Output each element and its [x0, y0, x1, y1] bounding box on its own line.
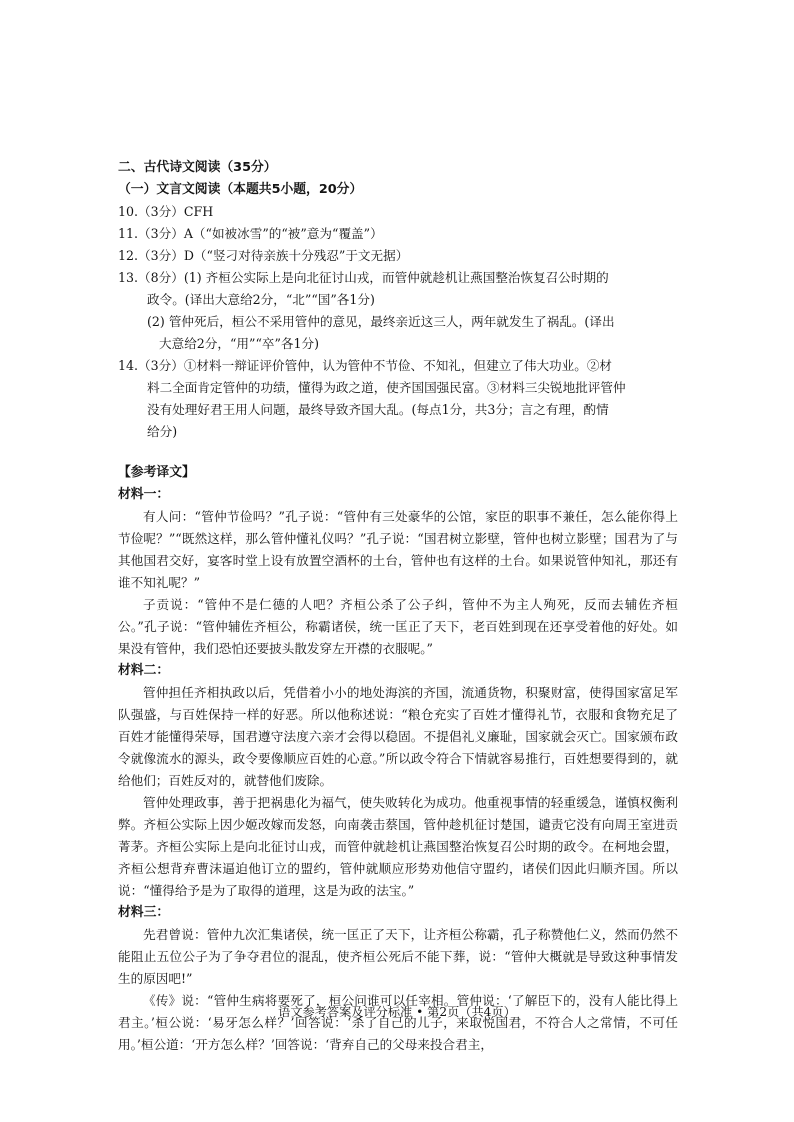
- material-2-heading: 材料二：: [118, 663, 170, 678]
- material-2-paragraph: 管仲处理政事，善于把祸患化为福气，使失败转化为成功。他重视事情的轻重缓急，谨慎权衡利弊。齐桓公实际上因少姬改嫁而发怒，向南袭击蔡国，管仲趁机征讨楚国，谴责它没有向周王室进贡菁茅。齐桓公实际上是向北征讨山戎，而管仲就趁机让燕国整治恢复召公时期的政令。在柯地会盟，齐桓公想背弃曹沫逼迫他订立的盟约，管仲就顺应形势劝他信守盟约，诸侯们因此归顺齐国。所以说：“懂得给予是为了取得的道理，这是为政的法宝。”: [118, 795, 678, 898]
- answer-q14-line-4: 给分): [147, 424, 178, 439]
- answer-content: [118, 157, 678, 1056]
- answer-q14: [118, 355, 678, 443]
- material-1-paragraph: 有人问：“管仲节俭吗？”孔子说：“管仲有三处豪华的公馆，家臣的职事不兼任，怎么能你得上节俭呢？”“既然这样，那么管仲懂礼仪吗？”孔子说：“国君树立影壁，管仲也树立影壁；国君为了与其他国君交好，宴客时堂上设有放置空酒杯的土台，管仲也有这样的土台。如果说管仲知礼，那还有谁不知礼呢？”: [118, 509, 678, 590]
- answer-q14-line-1: 14.（3分）①材料一辩证评价管仲，认为管仲不节俭、不知礼，但建立了伟大功业。②材: [118, 358, 613, 373]
- page-footer: 语文参考答案及评分标准 • 第2页（共4页）: [278, 1005, 516, 1019]
- answer-q11: 11.（3分）A（“如被冰雪”的“被”意为“覆盖”）: [118, 226, 383, 241]
- material-3-heading: 材料三：: [118, 905, 170, 920]
- answer-q14-line-3: 没有处理好君王用人问题，最终导致齐国大乱。(每点1分，共3分；言之有理，酌情: [147, 402, 609, 417]
- answer-q14-line-2: 料二全面肯定管仲的功绩，懂得为政之道，使齐国国强民富。③材料三尖锐地批评管仲: [147, 380, 626, 395]
- answer-q13-2-line-1: (2) 管仲死后，桓公不采用管仲的意见，最终亲近这三人，两年就发生了祸乱。(译出: [147, 314, 615, 329]
- section-title: 二、古代诗文阅读（35分）: [118, 160, 277, 175]
- answer-q13-2: [118, 311, 678, 355]
- answer-q13-line-1: 13.（8分）(1) 齐桓公实际上是向北征讨山戎，而管仲就趁机让燕国整治恢复召公时期的: [118, 270, 609, 285]
- material-2-paragraph: 管仲担任齐相执政以后，凭借着小小的地处海滨的齐国，流通货物，积聚财富，使得国家富足军队强盛，与百姓保持一样的好恶。所以他称述说：“粮仓充实了百姓才懂得礼节，衣服和食物充足了百姓才能懂得荣辱，国君遵守法度六亲才会得以稳固。不提倡礼义廉耻，国家就会灭亡。国家颁布政令就像流水的源头，政令要像顺应百姓的心意。”所以政令符合下情就容易推行，百姓想要得到的，就给他们；百姓反对的，就替他们废除。: [118, 685, 678, 788]
- answer-q13: [118, 267, 678, 311]
- subsection-title: （一）文言文阅读（本题共5小题，20分）: [118, 182, 363, 197]
- material-1-heading: 材料一：: [118, 487, 170, 502]
- answer-q13-line-2: 政令。(译出大意给2分，“北”“国”各1分): [147, 292, 375, 307]
- answer-q12: 12.（3分）D（“竖刁对待亲族十分残忍”于文无据）: [118, 248, 409, 263]
- answer-q13-2-line-2: 大意给2分，“用”“卒”各1分): [159, 336, 320, 351]
- material-3-paragraph: 先君曾说：管仲九次汇集诸侯，统一匡正了天下，让齐桓公称霸，孔子称赞他仁义，然而仍然不能阻止五位公子为了争夺君位的混乱，使齐桓公死后不能下葬，说：“管仲大概就是导致这种事情发生的原因吧!”: [118, 927, 678, 986]
- translation-heading: 【参考译文】: [118, 465, 195, 480]
- material-3-paragraph: 《传》说：“管仲生病将要死了，桓公问谁可以任宰相。管仲说：‘了解臣下的，没有人能比得上君主。’桓公说：‘易牙怎么样？’回答说：‘杀了自己的儿子，来取悦国君，不符合人之常情，不可任用。’桓公道：‘开方怎么样？’回答说：‘背弃自己的父母来投合君主，: [118, 993, 678, 1052]
- material-1-paragraph: 子贡说：“管仲不是仁德的人吧？齐桓公杀了公子纠，管仲不为主人殉死，反而去辅佐齐桓公。”孔子说：“管仲辅佐齐桓公，称霸诸侯，统一匡正了天下，老百姓到现在还享受着他的好处。如果没有管仲，我们恐怕还要披头散发穿左开襟的衣服呢。”: [118, 597, 678, 656]
- answer-q10: 10.（3分）CFH: [118, 204, 214, 219]
